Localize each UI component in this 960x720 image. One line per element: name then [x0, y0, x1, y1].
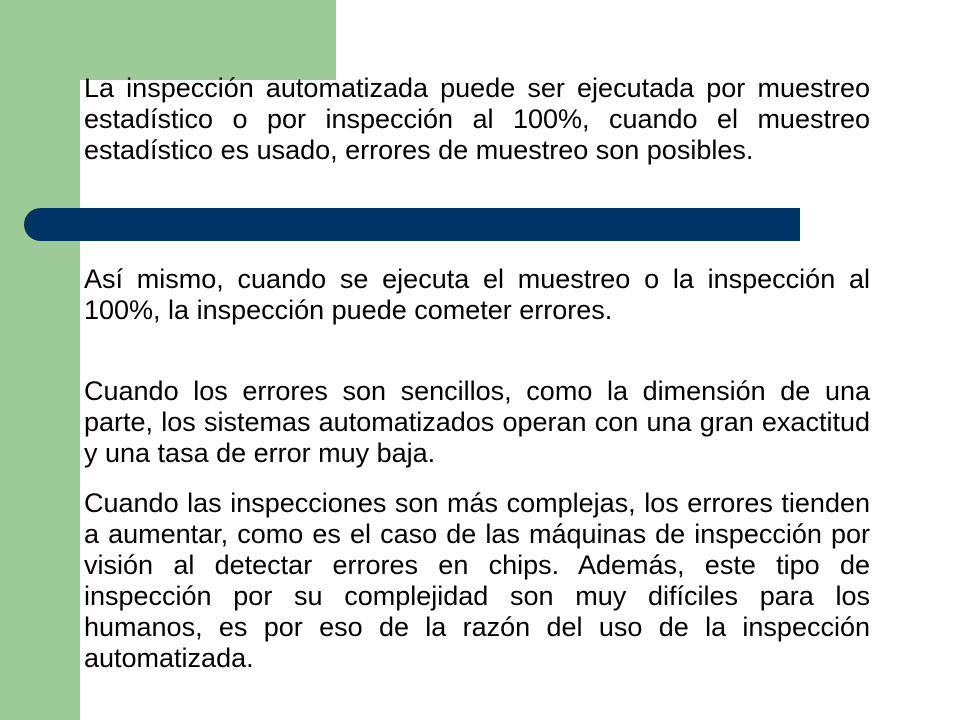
green-top-decoration	[0, 0, 336, 80]
paragraph-4: Cuando las inspecciones son más complejas, los errores tienden a aumentar, como es el caso de las máquinas de inspección por visión al detectar errores en chips. Además, este tipo de inspección por su complejidad son muy difíciles para los humanos, es por eso de la razón del uso de la inspección automatizada.	[84, 488, 870, 673]
green-sidebar-decoration	[0, 0, 80, 720]
paragraph-2: Así mismo, cuando se ejecuta el muestreo o la inspección al 100%, la inspección puede cometer errores.	[84, 264, 870, 325]
divider-bar	[62, 208, 800, 241]
paragraph-3: Cuando los errores son sencillos, como la dimensión de una parte, los sistemas automatizados operan con una gran exactitud y una tasa de error muy baja.	[84, 376, 870, 468]
paragraph-1: La inspección automatizada puede ser ejecutada por muestreo estadístico o por inspección al 100%, cuando el muestreo estadístico es usado, errores de muestreo son posibles.	[84, 73, 870, 165]
